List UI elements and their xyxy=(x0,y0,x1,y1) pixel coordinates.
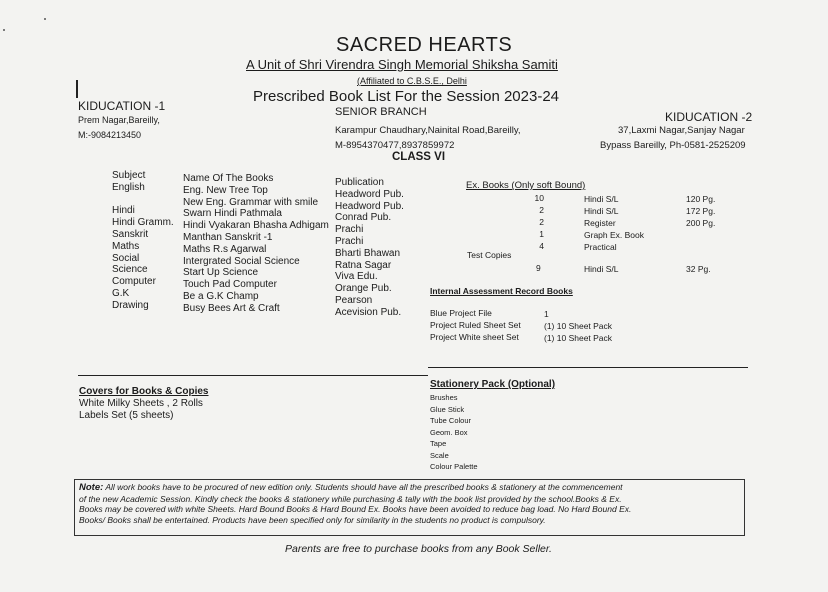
branch-left-address: Prem Nagar,Bareilly, xyxy=(78,115,160,125)
publication-cell: Conrad Pub. xyxy=(335,212,392,224)
footer-note: Parents are free to purchase books from any Book Seller. xyxy=(285,543,552,555)
internal-assessment-names xyxy=(430,307,521,343)
note-label: Note: xyxy=(79,482,104,493)
booklist-title: Prescribed Book List For the Session 2023-24 xyxy=(253,88,559,105)
branch-left-name: KIDUCATION -1 xyxy=(78,99,166,113)
covers-list xyxy=(79,398,203,422)
ex-books-qty-column xyxy=(532,192,544,252)
book-name-cell: Manthan Sanskrit -1 xyxy=(183,231,273,243)
ex-books-qty: 4 xyxy=(539,241,544,251)
publication-cell: Bharti Bhawan xyxy=(335,247,401,259)
ex-books-qty: 10 xyxy=(534,193,544,203)
internal-assessment-item: Project Ruled Sheet Set xyxy=(430,320,521,330)
internal-assessment-item: Blue Project File xyxy=(430,308,492,318)
note-line: of the new Academic Session. Kindly check the books & stationery while purchasing & tally with the book list provided by the school.Books & Ex. xyxy=(79,493,622,504)
note-line: All work books have to be procured of new edition only. Students should have all the prescribed books & stationery at the commencement xyxy=(105,482,623,492)
publication-header: Publication xyxy=(335,177,384,188)
covers-item: Labels Set (5 sheets) xyxy=(79,410,174,421)
subject-cell xyxy=(112,194,174,206)
branch-label: SENIOR BRANCH xyxy=(335,106,427,118)
ex-books-pages: 120 Pg. xyxy=(686,194,716,204)
ex-books-qty: 2 xyxy=(539,205,544,215)
subject-cell: G.K xyxy=(112,287,130,299)
note-line: Books may be covered with white Sheets. Hard Bound Books & Hard Bound Ex. Books have been avoided to reduce bag load. No Hard Bound Ex. xyxy=(79,504,632,514)
ex-books-type: Hindi S/L xyxy=(584,194,619,204)
stationery-item: Brushes xyxy=(430,393,458,402)
subject-cell: Hindi xyxy=(112,205,135,217)
publication-cell: Acevision Pub. xyxy=(335,306,402,318)
book-name-cell: Touch Pad Computer xyxy=(183,279,277,291)
subject-cell: Social xyxy=(112,252,140,264)
test-copies-qty: 9 xyxy=(536,263,541,273)
book-name-cell: New Eng. Grammar with smile xyxy=(183,196,319,208)
subject-cell: Sanskrit xyxy=(112,228,149,240)
subject-column xyxy=(112,170,174,312)
ex-books-pages: 200 Pg. xyxy=(686,218,716,228)
subject-header: Subject xyxy=(112,170,146,181)
book-name-cell: Be a G.K Champ xyxy=(183,290,259,302)
covers-item: White Milky Sheets , 2 Rolls xyxy=(79,398,203,409)
stationery-item: Scale xyxy=(430,450,449,460)
stationery-item: Tape xyxy=(430,439,447,448)
covers-header: Covers for Books & Copies xyxy=(79,386,209,397)
book-name-cell: Eng. New Tree Top xyxy=(183,184,268,196)
ex-books-type: Practical xyxy=(584,242,617,252)
branch-left-phone: M:-9084213450 xyxy=(78,130,142,140)
stationery-item: Tube Colour xyxy=(430,416,471,425)
stationery-list xyxy=(430,392,478,473)
publication-cell: Prachi xyxy=(335,235,364,247)
ex-books-pages: 172 Pg. xyxy=(686,206,716,216)
stationery-item: Colour Palette xyxy=(430,462,478,471)
paper-speck xyxy=(44,18,46,20)
publication-cell: Pearson xyxy=(335,294,373,306)
publication-cell: Viva Edu. xyxy=(335,271,378,283)
ex-books-type-column xyxy=(584,193,644,253)
divider-right xyxy=(428,367,748,368)
internal-assessment-qty-cell: 1 xyxy=(544,309,549,319)
ex-books-header: Ex. Books (Only soft Bound) xyxy=(466,180,586,191)
paper-speck xyxy=(3,29,5,31)
branch-right-name: KIDUCATION -2 xyxy=(665,110,753,124)
ex-books-type: Graph Ex. Book xyxy=(584,230,645,240)
school-name: SACRED HEARTS xyxy=(336,34,513,56)
note-box xyxy=(74,479,745,536)
internal-assessment-header: Internal Assessment Record Books xyxy=(430,286,573,296)
book-name-cell: Swarn Hindi Pathmala xyxy=(183,208,282,220)
branch-right-address: 37,Laxmi Nagar,Sanjay Nagar xyxy=(618,125,745,136)
subject-cell: Computer xyxy=(112,276,156,288)
divider-left xyxy=(78,375,428,376)
ex-books-pages-column xyxy=(686,193,715,229)
subject-cell: Science xyxy=(112,264,148,276)
book-name-cell: Intergrated Social Science xyxy=(183,255,300,267)
note-line: Books/ Books shall be entertained. Products have been specified only for similarity in the students no product is compulsory. xyxy=(79,514,546,525)
internal-assessment-qty-cell: (1) 10 Sheet Pack xyxy=(544,333,613,343)
margin-mark xyxy=(76,80,78,98)
stationery-item: Geom. Box xyxy=(430,427,468,437)
center-phone: M-8954370477,8937859972 xyxy=(335,140,455,151)
subject-cell: Hindi Gramm. xyxy=(112,217,174,229)
subject-cell: English xyxy=(112,181,145,193)
book-name-cell: Start Up Science xyxy=(183,267,259,279)
publication-cell: Headword Pub. xyxy=(335,188,404,200)
center-address: Karampur Chaudhary,Nainital Road,Bareilly, xyxy=(335,125,521,136)
publication-column xyxy=(335,177,404,319)
ex-books-qty: 1 xyxy=(539,229,544,239)
publication-cell: Ratna Sagar xyxy=(335,259,392,271)
class-title: CLASS VI xyxy=(392,151,446,163)
internal-assessment-qty-cell: (1) 10 Sheet Pack xyxy=(544,321,613,331)
book-name-cell: Maths R.s Agarwal xyxy=(183,243,267,255)
publication-cell: Prachi xyxy=(335,224,364,236)
internal-assessment-item: Project White sheet Set xyxy=(430,332,519,342)
stationery-item: Glue Stick xyxy=(430,404,465,414)
branch-right-phone: Bypass Bareilly, Ph-0581-2525209 xyxy=(600,140,746,151)
test-copies-label: Test Copies xyxy=(467,250,512,260)
book-name-header: Name Of The Books xyxy=(183,173,274,184)
test-copies-type: Hindi S/L xyxy=(584,264,619,274)
ex-books-type: Hindi S/L xyxy=(584,206,619,216)
book-name-cell: Busy Bees Art & Craft xyxy=(183,302,280,314)
internal-assessment-qty xyxy=(544,308,612,344)
subject-cell: Drawing xyxy=(112,299,149,311)
ex-books-type: Register xyxy=(584,218,616,228)
affiliation: (Affiliated to C.B.S.E., Delhi xyxy=(357,76,467,86)
unit-line: A Unit of Shri Virendra Singh Memorial Shiksha Samiti xyxy=(246,57,558,72)
book-name-cell: Hindi Vyakaran Bhasha Adhigam xyxy=(183,220,329,232)
test-copies-pages: 32 Pg. xyxy=(686,264,711,274)
book-name-column xyxy=(183,173,329,315)
stationery-header: Stationery Pack (Optional) xyxy=(430,379,556,390)
subject-cell: Maths xyxy=(112,240,140,252)
publication-cell: Orange Pub. xyxy=(335,283,392,295)
ex-books-qty: 2 xyxy=(539,217,544,227)
publication-cell: Headword Pub. xyxy=(335,200,404,212)
